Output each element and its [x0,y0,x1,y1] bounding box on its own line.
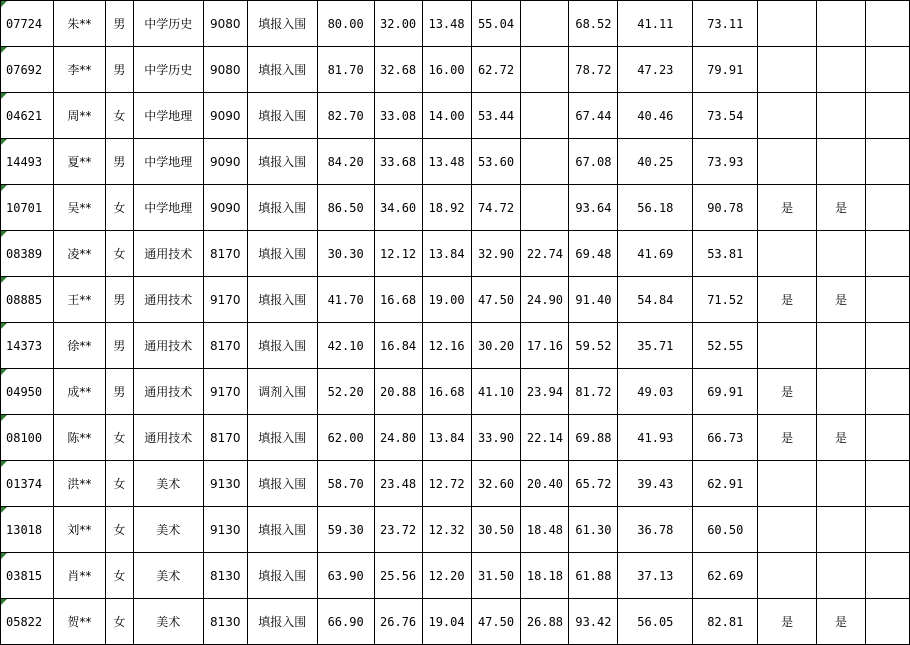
position-code-cell[interactable]: 8130 [203,599,247,645]
position-code-cell[interactable]: 9130 [203,461,247,507]
interview-score-cell[interactable]: 47.50 [471,277,521,323]
subject-cell[interactable]: 中学历史 [133,1,203,47]
candidate-name-cell[interactable]: 洪** [53,461,105,507]
gender-cell[interactable]: 女 [105,93,133,139]
table-row [1,47,910,93]
subject-cell[interactable]: 中学地理 [133,185,203,231]
skill-score-cell[interactable]: 24.90 [521,277,569,323]
inspection-flag-cell[interactable] [817,369,866,415]
written-score-cell[interactable]: 63.90 [317,553,374,599]
empty-cell[interactable] [865,1,909,47]
total-weighted-cell[interactable]: 35.71 [618,323,693,369]
total-score-cell[interactable]: 81.72 [569,369,618,415]
inspection-flag-cell[interactable] [817,93,866,139]
candidate-name-cell[interactable]: 陈** [53,415,105,461]
subject-cell[interactable]: 美术 [133,507,203,553]
gender-cell[interactable]: 男 [105,139,133,185]
bonus-score-cell[interactable]: 19.00 [422,277,471,323]
empty-cell[interactable] [865,277,909,323]
bonus-score-cell[interactable]: 12.16 [422,323,471,369]
candidate-id-cell[interactable]: 05822 [1,599,54,645]
empty-cell[interactable] [865,185,909,231]
candidate-name-cell[interactable]: 贺** [53,599,105,645]
total-weighted-cell[interactable]: 41.69 [618,231,693,277]
interview-score-cell[interactable]: 53.44 [471,93,521,139]
empty-cell[interactable] [865,139,909,185]
physical-exam-flag-cell[interactable] [758,47,817,93]
skill-score-cell[interactable] [521,185,569,231]
skill-score-cell[interactable]: 20.40 [521,461,569,507]
gender-cell[interactable]: 女 [105,461,133,507]
written-score-cell[interactable]: 30.30 [317,231,374,277]
final-score-cell[interactable]: 52.55 [693,323,758,369]
subject-cell[interactable]: 通用技术 [133,231,203,277]
physical-exam-flag-cell[interactable] [758,461,817,507]
inspection-flag-cell[interactable] [817,461,866,507]
written-weighted-cell[interactable]: 16.84 [374,323,422,369]
written-weighted-cell[interactable]: 32.00 [374,1,422,47]
written-score-cell[interactable]: 80.00 [317,1,374,47]
interview-score-cell[interactable]: 62.72 [471,47,521,93]
empty-cell[interactable] [865,231,909,277]
bonus-score-cell[interactable]: 14.00 [422,93,471,139]
physical-exam-flag-cell[interactable] [758,507,817,553]
bonus-score-cell[interactable]: 16.00 [422,47,471,93]
skill-score-cell[interactable]: 17.16 [521,323,569,369]
table-row [1,93,910,139]
interview-score-cell[interactable]: 31.50 [471,553,521,599]
total-score-cell[interactable]: 61.30 [569,507,618,553]
total-score-cell[interactable]: 61.88 [569,553,618,599]
final-score-cell[interactable]: 73.11 [693,1,758,47]
total-weighted-cell[interactable]: 37.13 [618,553,693,599]
final-score-cell[interactable]: 60.50 [693,507,758,553]
skill-score-cell[interactable]: 22.14 [521,415,569,461]
physical-exam-flag-cell[interactable] [758,139,817,185]
written-score-cell[interactable]: 41.70 [317,277,374,323]
bonus-score-cell[interactable]: 12.20 [422,553,471,599]
skill-score-cell[interactable]: 18.18 [521,553,569,599]
admission-type-cell[interactable]: 填报入围 [247,139,317,185]
empty-cell[interactable] [865,47,909,93]
final-score-cell[interactable]: 73.93 [693,139,758,185]
final-score-cell[interactable]: 82.81 [693,599,758,645]
physical-exam-flag-cell[interactable] [758,231,817,277]
empty-cell[interactable] [865,553,909,599]
final-score-cell[interactable]: 73.54 [693,93,758,139]
total-weighted-cell[interactable]: 49.03 [618,369,693,415]
admission-type-cell[interactable]: 填报入围 [247,1,317,47]
physical-exam-flag-cell[interactable] [758,323,817,369]
admission-type-cell[interactable]: 填报入围 [247,323,317,369]
written-weighted-cell[interactable]: 23.72 [374,507,422,553]
position-code-cell[interactable]: 9090 [203,185,247,231]
skill-score-cell[interactable]: 23.94 [521,369,569,415]
admission-type-cell[interactable]: 填报入围 [247,231,317,277]
candidate-id-cell[interactable]: 08389 [1,231,54,277]
candidate-name-cell[interactable]: 凌** [53,231,105,277]
empty-cell[interactable] [865,507,909,553]
physical-exam-flag-cell[interactable]: 是 [758,277,817,323]
empty-cell[interactable] [865,323,909,369]
position-code-cell[interactable]: 9080 [203,47,247,93]
table-row [1,231,910,277]
written-weighted-cell[interactable]: 33.68 [374,139,422,185]
total-weighted-cell[interactable]: 47.23 [618,47,693,93]
gender-cell[interactable]: 女 [105,231,133,277]
physical-exam-flag-cell[interactable]: 是 [758,369,817,415]
empty-cell[interactable] [865,415,909,461]
gender-cell[interactable]: 女 [105,185,133,231]
candidate-id-cell[interactable]: 07724 [1,1,54,47]
final-score-cell[interactable]: 69.91 [693,369,758,415]
gender-cell[interactable]: 男 [105,1,133,47]
position-code-cell[interactable]: 8130 [203,553,247,599]
bonus-score-cell[interactable]: 19.04 [422,599,471,645]
skill-score-cell[interactable] [521,139,569,185]
position-code-cell[interactable]: 8170 [203,415,247,461]
candidate-name-cell[interactable]: 周** [53,93,105,139]
written-weighted-cell[interactable]: 33.08 [374,93,422,139]
candidate-id-cell[interactable]: 01374 [1,461,54,507]
total-score-cell[interactable]: 65.72 [569,461,618,507]
admission-type-cell[interactable]: 填报入围 [247,277,317,323]
empty-cell[interactable] [865,599,909,645]
subject-cell[interactable]: 中学地理 [133,139,203,185]
total-score-cell[interactable]: 69.48 [569,231,618,277]
total-weighted-cell[interactable]: 54.84 [618,277,693,323]
written-score-cell[interactable]: 52.20 [317,369,374,415]
admission-type-cell[interactable]: 填报入围 [247,185,317,231]
gender-cell[interactable]: 男 [105,47,133,93]
inspection-flag-cell[interactable]: 是 [817,599,866,645]
written-weighted-cell[interactable]: 24.80 [374,415,422,461]
bonus-score-cell[interactable]: 13.84 [422,415,471,461]
total-score-cell[interactable]: 67.08 [569,139,618,185]
written-score-cell[interactable]: 66.90 [317,599,374,645]
bonus-score-cell[interactable]: 12.72 [422,461,471,507]
skill-score-cell[interactable]: 18.48 [521,507,569,553]
interview-score-cell[interactable]: 33.90 [471,415,521,461]
gender-cell[interactable]: 男 [105,277,133,323]
table-row [1,507,910,553]
admission-type-cell[interactable]: 填报入围 [247,461,317,507]
table-row [1,415,910,461]
position-code-cell[interactable]: 9130 [203,507,247,553]
written-score-cell[interactable]: 59.30 [317,507,374,553]
empty-cell[interactable] [865,369,909,415]
total-score-cell[interactable]: 93.64 [569,185,618,231]
candidate-name-cell[interactable]: 吴** [53,185,105,231]
physical-exam-flag-cell[interactable]: 是 [758,415,817,461]
written-weighted-cell[interactable]: 23.48 [374,461,422,507]
written-weighted-cell[interactable]: 20.88 [374,369,422,415]
interview-score-cell[interactable]: 47.50 [471,599,521,645]
candidate-id-cell[interactable]: 10701 [1,185,54,231]
candidate-name-cell[interactable]: 肖** [53,553,105,599]
written-weighted-cell[interactable]: 16.68 [374,277,422,323]
inspection-flag-cell[interactable] [817,553,866,599]
final-score-cell[interactable]: 53.81 [693,231,758,277]
table-row [1,139,910,185]
final-score-cell[interactable]: 62.69 [693,553,758,599]
written-score-cell[interactable]: 84.20 [317,139,374,185]
gender-cell[interactable]: 男 [105,323,133,369]
physical-exam-flag-cell[interactable]: 是 [758,599,817,645]
written-score-cell[interactable]: 42.10 [317,323,374,369]
final-score-cell[interactable]: 79.91 [693,47,758,93]
total-weighted-cell[interactable]: 36.78 [618,507,693,553]
candidate-id-cell[interactable]: 13018 [1,507,54,553]
bonus-score-cell[interactable]: 13.48 [422,1,471,47]
total-score-cell[interactable]: 78.72 [569,47,618,93]
written-weighted-cell[interactable]: 12.12 [374,231,422,277]
admission-type-cell[interactable]: 填报入围 [247,507,317,553]
interview-score-cell[interactable]: 74.72 [471,185,521,231]
gender-cell[interactable]: 女 [105,507,133,553]
gender-cell[interactable]: 女 [105,599,133,645]
final-score-cell[interactable]: 71.52 [693,277,758,323]
admission-type-cell[interactable]: 调剂入围 [247,369,317,415]
candidate-id-cell[interactable]: 04950 [1,369,54,415]
admission-type-cell[interactable]: 填报入围 [247,553,317,599]
total-weighted-cell[interactable]: 41.11 [618,1,693,47]
total-weighted-cell[interactable]: 39.43 [618,461,693,507]
written-weighted-cell[interactable]: 32.68 [374,47,422,93]
candidate-name-cell[interactable]: 朱** [53,1,105,47]
table-row [1,323,910,369]
position-code-cell[interactable]: 9170 [203,369,247,415]
subject-cell[interactable]: 美术 [133,599,203,645]
candidate-id-cell[interactable]: 07692 [1,47,54,93]
total-score-cell[interactable]: 91.40 [569,277,618,323]
table-row [1,461,910,507]
inspection-flag-cell[interactable] [817,231,866,277]
total-score-cell[interactable]: 59.52 [569,323,618,369]
empty-cell[interactable] [865,461,909,507]
interview-score-cell[interactable]: 41.10 [471,369,521,415]
total-score-cell[interactable]: 67.44 [569,93,618,139]
total-weighted-cell[interactable]: 56.18 [618,185,693,231]
written-score-cell[interactable]: 58.70 [317,461,374,507]
admission-type-cell[interactable]: 填报入围 [247,599,317,645]
candidate-name-cell[interactable]: 夏** [53,139,105,185]
written-score-cell[interactable]: 81.70 [317,47,374,93]
candidate-id-cell[interactable]: 08885 [1,277,54,323]
subject-cell[interactable]: 美术 [133,461,203,507]
written-weighted-cell[interactable]: 25.56 [374,553,422,599]
total-score-cell[interactable]: 93.42 [569,599,618,645]
skill-score-cell[interactable] [521,93,569,139]
position-code-cell[interactable]: 8170 [203,323,247,369]
subject-cell[interactable]: 中学地理 [133,93,203,139]
position-code-cell[interactable]: 9090 [203,93,247,139]
table-row [1,277,910,323]
skill-score-cell[interactable] [521,1,569,47]
empty-cell[interactable] [865,93,909,139]
physical-exam-flag-cell[interactable]: 是 [758,185,817,231]
interview-score-cell[interactable]: 53.60 [471,139,521,185]
candidate-name-cell[interactable]: 王** [53,277,105,323]
admission-type-cell[interactable]: 填报入围 [247,93,317,139]
total-weighted-cell[interactable]: 40.25 [618,139,693,185]
table-row [1,553,910,599]
physical-exam-flag-cell[interactable] [758,1,817,47]
skill-score-cell[interactable] [521,47,569,93]
final-score-cell[interactable]: 90.78 [693,185,758,231]
final-score-cell[interactable]: 66.73 [693,415,758,461]
candidate-id-cell[interactable]: 03815 [1,553,54,599]
bonus-score-cell[interactable]: 13.48 [422,139,471,185]
total-score-cell[interactable]: 68.52 [569,1,618,47]
interview-score-cell[interactable]: 32.90 [471,231,521,277]
inspection-flag-cell[interactable] [817,507,866,553]
total-score-cell[interactable]: 69.88 [569,415,618,461]
interview-score-cell[interactable]: 30.20 [471,323,521,369]
inspection-flag-cell[interactable]: 是 [817,185,866,231]
position-code-cell[interactable]: 9090 [203,139,247,185]
written-weighted-cell[interactable]: 34.60 [374,185,422,231]
bonus-score-cell[interactable]: 18.92 [422,185,471,231]
table-body [1,1,910,645]
written-score-cell[interactable]: 86.50 [317,185,374,231]
physical-exam-flag-cell[interactable] [758,93,817,139]
gender-cell[interactable]: 女 [105,553,133,599]
bonus-score-cell[interactable]: 16.68 [422,369,471,415]
interview-score-cell[interactable]: 30.50 [471,507,521,553]
subject-cell[interactable]: 通用技术 [133,277,203,323]
interview-score-cell[interactable]: 32.60 [471,461,521,507]
table-row [1,599,910,645]
candidate-id-cell[interactable]: 04621 [1,93,54,139]
skill-score-cell[interactable]: 26.88 [521,599,569,645]
candidate-id-cell[interactable]: 14493 [1,139,54,185]
admission-type-cell[interactable]: 填报入围 [247,47,317,93]
inspection-flag-cell[interactable]: 是 [817,415,866,461]
written-score-cell[interactable]: 62.00 [317,415,374,461]
written-score-cell[interactable]: 82.70 [317,93,374,139]
bonus-score-cell[interactable]: 13.84 [422,231,471,277]
subject-cell[interactable]: 美术 [133,553,203,599]
subject-cell[interactable]: 通用技术 [133,323,203,369]
bonus-score-cell[interactable]: 12.32 [422,507,471,553]
physical-exam-flag-cell[interactable] [758,553,817,599]
admission-type-cell[interactable]: 填报入围 [247,415,317,461]
inspection-flag-cell[interactable] [817,1,866,47]
table-row [1,185,910,231]
position-code-cell[interactable]: 9080 [203,1,247,47]
candidate-name-cell[interactable]: 徐** [53,323,105,369]
subject-cell[interactable]: 通用技术 [133,369,203,415]
inspection-flag-cell[interactable]: 是 [817,277,866,323]
position-code-cell[interactable]: 9170 [203,277,247,323]
inspection-flag-cell[interactable] [817,323,866,369]
written-weighted-cell[interactable]: 26.76 [374,599,422,645]
table-row [1,369,910,415]
candidate-name-cell[interactable]: 成** [53,369,105,415]
interview-score-cell[interactable]: 55.04 [471,1,521,47]
subject-cell[interactable]: 通用技术 [133,415,203,461]
inspection-flag-cell[interactable] [817,47,866,93]
candidate-id-cell[interactable]: 14373 [1,323,54,369]
skill-score-cell[interactable]: 22.74 [521,231,569,277]
total-weighted-cell[interactable]: 56.05 [618,599,693,645]
gender-cell[interactable]: 男 [105,369,133,415]
candidate-id-cell[interactable]: 08100 [1,415,54,461]
gender-cell[interactable]: 女 [105,415,133,461]
candidate-name-cell[interactable]: 刘** [53,507,105,553]
candidate-name-cell[interactable]: 李** [53,47,105,93]
inspection-flag-cell[interactable] [817,139,866,185]
final-score-cell[interactable]: 62.91 [693,461,758,507]
table-row [1,1,910,47]
subject-cell[interactable]: 中学历史 [133,47,203,93]
total-weighted-cell[interactable]: 40.46 [618,93,693,139]
total-weighted-cell[interactable]: 41.93 [618,415,693,461]
position-code-cell[interactable]: 8170 [203,231,247,277]
